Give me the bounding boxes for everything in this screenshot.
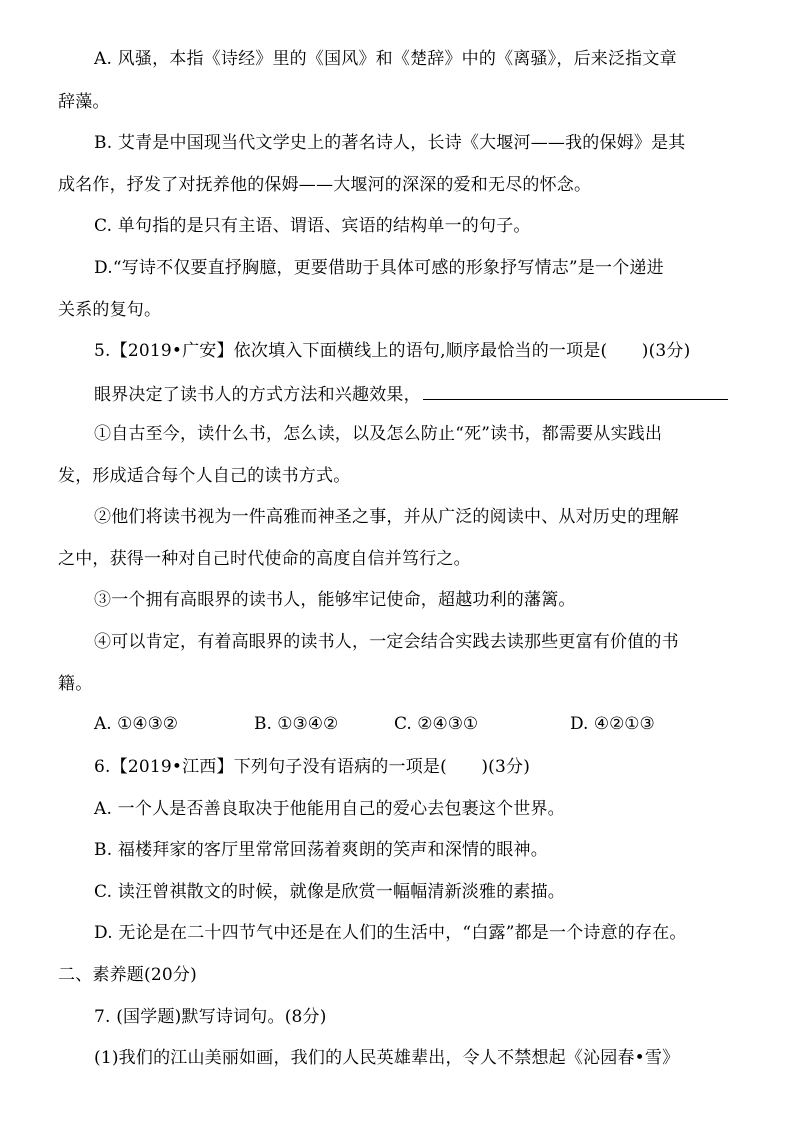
q5-item1-line1: ①自古至今，读什么书，怎么读，以及怎么防止“死”读书，都需要从实践出 [94,424,663,444]
q5-lead-sentence [94,381,728,407]
q5-item3: ③一个拥有高眼界的读书人，能够牢记使命，超越功利的藩篱。 [94,590,576,610]
q5-item1-line2: 发，形成适合每个人自己的读书方式。 [58,466,351,486]
q4-option-b-line2: 成名作，抒发了对抚养他的保姆——大堰河的深深的爱和无尽的怀念。 [58,175,592,195]
q6-stem: 6.【2019•江西】下列句子没有语病的一项是( )(3分) [94,757,531,777]
q5-option-d: D. ④②①③ [570,714,655,734]
q6-option-a: A. 一个人是否善良取决于他能用自己的爱心去包裹这个世界。 [94,799,565,819]
q4-option-a-line2: 辞藻。 [58,92,110,112]
q4-option-d-line1: D.“写诗不仅要直抒胸臆，更要借助于具体可感的形象抒写情志”是一个递进 [94,258,664,278]
q5-option-c: C. ②④③① [394,714,479,734]
q5-lead-text: 眼界决定了读书人的方式方法和兴趣效果， [94,385,421,405]
q6-option-c: C. 读汪曾祺散文的时候，就像是欣赏一幅幅清新淡雅的素描。 [94,882,566,902]
q5-item2-line1: ②他们将读书视为一件高雅而神圣之事，并从广泛的阅读中、从对历史的理解 [94,507,679,527]
q4-option-c: C. 单句指的是只有主语、谓语、宾语的结构单一的句子。 [94,216,531,236]
q5-option-b: B. ①③④② [254,714,339,734]
q4-option-d-line2: 关系的复句。 [58,300,162,320]
q5-options-row [0,712,794,738]
q5-stem: 5.【2019•广安】依次填入下面横线上的语句,顺序最恰当的一项是( )(3分) [94,341,691,361]
q4-option-a-line1: A. 风骚，本指《诗经》里的《国风》和《楚辞》中的《离骚》，后来泛指文章 [94,49,677,69]
q7-sub1: (1)我们的江山美丽如画，我们的人民英雄辈出，令人不禁想起《沁园春•雪》 [94,1048,680,1068]
section-heading: 二、素养题(20分) [58,965,197,985]
q6-option-b: B. 福楼拜家的客厅里常常回荡着爽朗的笑声和深情的眼神。 [94,840,548,860]
q5-item2-line2: 之中，获得一种对自己时代使命的高度自信并笃行之。 [58,549,471,569]
q5-option-a: A. ①④③② [94,714,179,734]
q5-item4-line1: ④可以肯定，有着高眼界的读书人，一定会结合实践去读那些更富有价值的书 [94,632,679,652]
q6-option-d: D. 无论是在二十四节气中还是在人们的生活中，“白露”都是一个诗意的存在。 [94,923,687,943]
q7-stem: 7. (国学题)默写诗词句。(8分) [94,1007,327,1027]
q5-item4-line2: 籍。 [58,674,93,694]
q4-option-b-line1: B. 艾青是中国现当代文学史上的著名诗人，长诗《大堰河——我的保姆》是其 [94,133,686,153]
fill-in-blank-line [423,381,728,400]
